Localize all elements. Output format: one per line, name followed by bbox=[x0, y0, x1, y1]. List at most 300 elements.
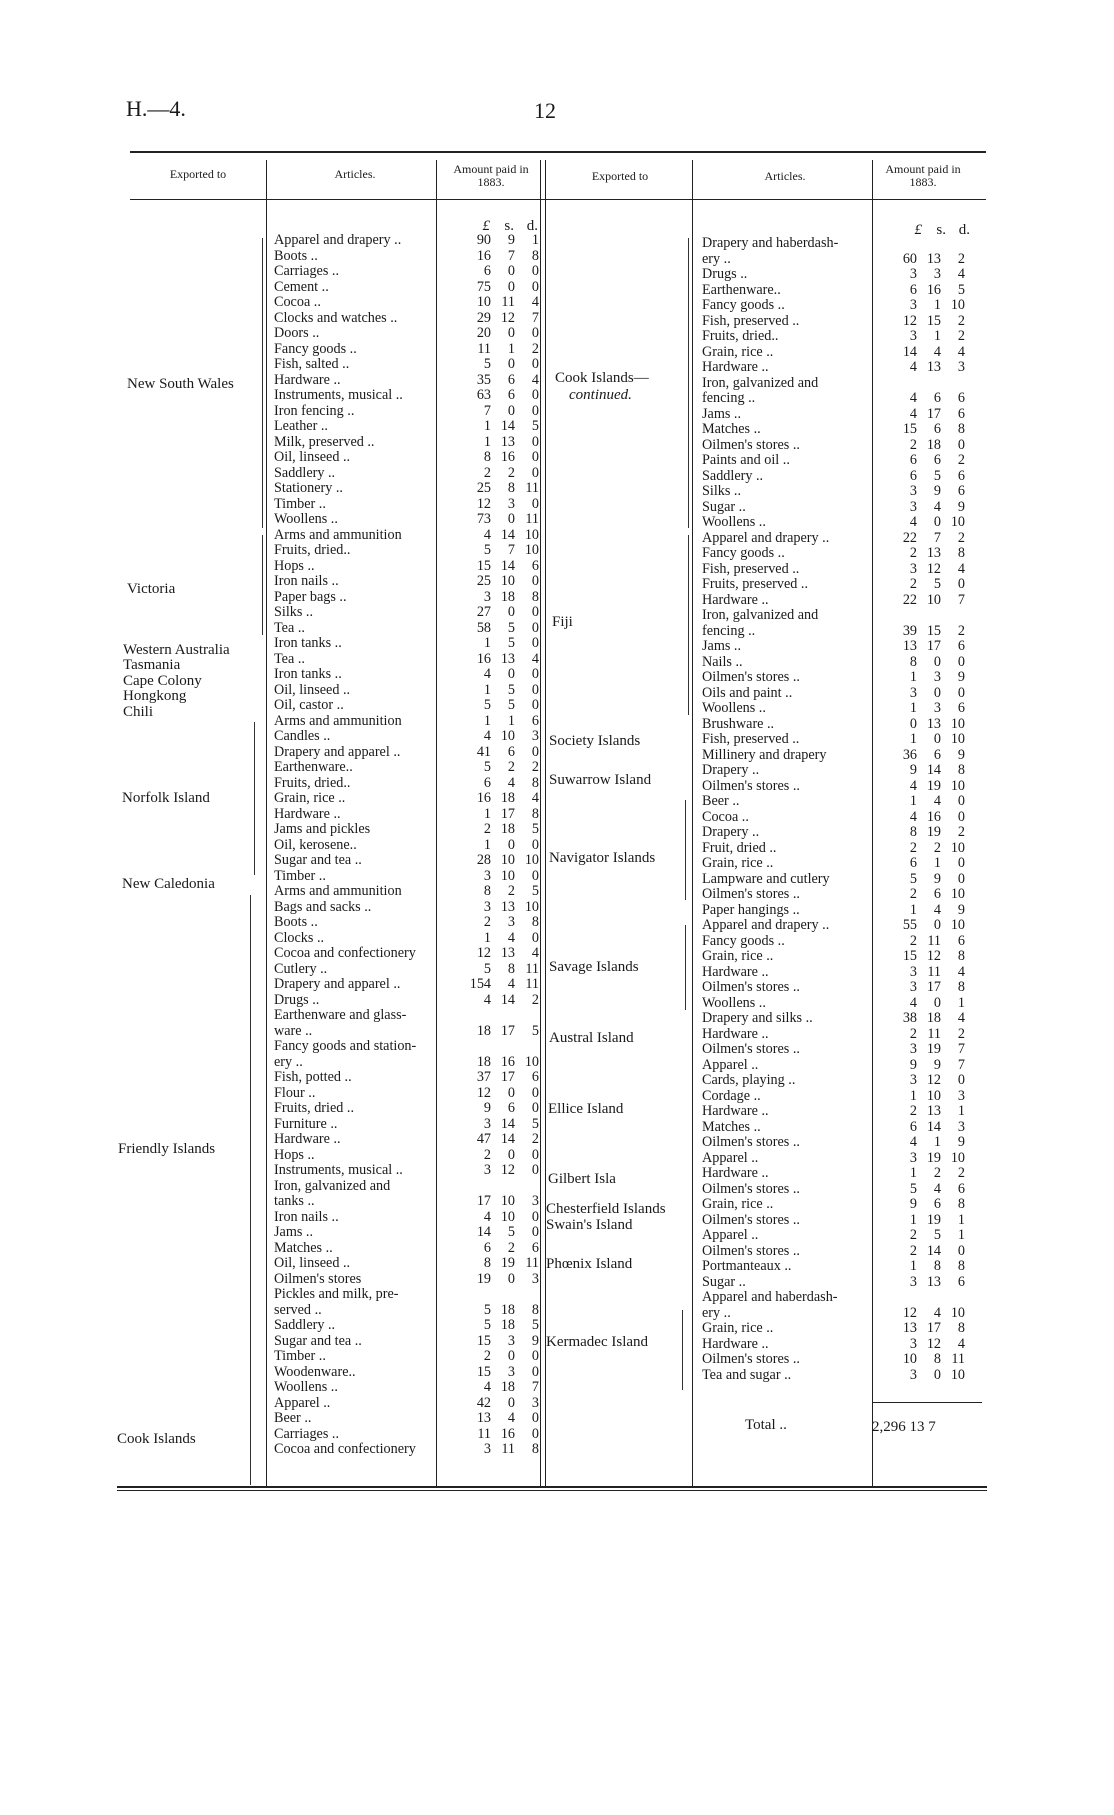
article-name: Carriages .. bbox=[274, 263, 340, 279]
group-chesterfield-islands: Chesterfield Islands bbox=[546, 1201, 666, 1217]
amount-pence: 6 bbox=[531, 712, 539, 729]
amount-shillings: 4 bbox=[507, 929, 515, 946]
article-name: Drugs .. bbox=[702, 266, 748, 282]
amount bbox=[887, 980, 965, 996]
table-row bbox=[702, 422, 982, 438]
amount bbox=[461, 1318, 539, 1334]
table-row bbox=[702, 1352, 982, 1368]
group-friendly-islands: Friendly Islands bbox=[118, 1141, 216, 1157]
amount-shillings: 0 bbox=[507, 604, 515, 620]
amount-shillings: 12 bbox=[926, 560, 941, 577]
table-row bbox=[702, 500, 982, 516]
amount-pence: 8 bbox=[957, 979, 965, 995]
article-name: Fruits, dried.. bbox=[702, 328, 779, 344]
amount-shillings: 18 bbox=[926, 436, 941, 453]
article-name: Hardware .. bbox=[702, 1335, 769, 1352]
amount-pounds: 5 bbox=[909, 870, 917, 887]
amount-pounds: 36 bbox=[902, 746, 917, 763]
amount bbox=[461, 264, 539, 280]
amount-pence: 4 bbox=[531, 371, 539, 388]
amount-pence: 5 bbox=[531, 1022, 539, 1039]
table-row bbox=[702, 670, 982, 686]
amount-pence: 2 bbox=[531, 759, 539, 775]
amount-pence: 10 bbox=[950, 1304, 965, 1321]
group-new-caledonia: New Caledonia bbox=[122, 876, 215, 892]
table-row bbox=[274, 1070, 544, 1086]
amount-shillings: 17 bbox=[926, 405, 941, 422]
table-row bbox=[274, 1163, 544, 1179]
article-name: Cement .. bbox=[274, 278, 329, 295]
amount-pounds: 16 bbox=[476, 650, 491, 667]
amount-pounds: 2 bbox=[483, 1348, 491, 1364]
amount bbox=[887, 856, 965, 872]
table-row bbox=[702, 1151, 982, 1167]
amount-pounds: 10 bbox=[902, 1351, 917, 1367]
article-name: Beer .. bbox=[702, 793, 740, 809]
amount-pounds: 4 bbox=[909, 777, 917, 794]
table-row bbox=[274, 962, 544, 978]
amount-pounds: 5 bbox=[483, 697, 491, 713]
amount-pounds: 22 bbox=[902, 529, 917, 546]
amount-shillings: 0 bbox=[507, 1084, 515, 1101]
amount-pence: 10 bbox=[950, 917, 965, 933]
amount-pounds: 2 bbox=[909, 886, 917, 902]
amount bbox=[461, 1101, 539, 1117]
amount-pence: 3 bbox=[531, 728, 539, 744]
table-row bbox=[702, 376, 982, 392]
amount-pounds: 5 bbox=[909, 1180, 917, 1197]
article-name: Sugar .. bbox=[702, 1273, 746, 1290]
article-name: Hardware .. bbox=[702, 1103, 769, 1119]
amount-pence: 11 bbox=[525, 1255, 539, 1271]
article-name: Matches .. bbox=[702, 421, 761, 437]
amount-pounds: 2 bbox=[483, 914, 491, 930]
amount-pence: 8 bbox=[957, 545, 965, 561]
article-name: Matches .. bbox=[702, 1118, 761, 1135]
amount-pounds: 5 bbox=[483, 759, 491, 775]
amount bbox=[887, 1352, 965, 1368]
table-row bbox=[274, 1055, 544, 1071]
table-row bbox=[702, 1166, 982, 1182]
article-name: Tea .. bbox=[274, 619, 305, 636]
table-row bbox=[702, 1306, 982, 1322]
article-name: Pickles and milk, pre- bbox=[274, 1286, 399, 1302]
amount-pence: 0 bbox=[531, 1100, 539, 1116]
amount-shillings: 19 bbox=[926, 824, 941, 840]
article-name: Iron, galvanized and bbox=[702, 607, 819, 623]
article-name: Apparel .. bbox=[702, 1227, 759, 1243]
amount-shillings: 5 bbox=[507, 1224, 515, 1240]
amount-shillings: 5 bbox=[507, 681, 515, 698]
table-row bbox=[274, 1117, 544, 1133]
amount-pounds: 25 bbox=[476, 480, 491, 496]
amount-pounds: 3 bbox=[483, 1162, 491, 1178]
amount-pounds: 3 bbox=[909, 297, 917, 313]
amount bbox=[887, 298, 965, 314]
amount-pounds: 3 bbox=[909, 498, 917, 515]
table-row bbox=[274, 481, 544, 497]
table-row bbox=[274, 745, 544, 761]
amount-pence: 0 bbox=[531, 635, 539, 651]
article-name: Silks .. bbox=[702, 483, 742, 499]
amount-shillings: 0 bbox=[933, 514, 941, 530]
amount-shillings: 6 bbox=[507, 387, 515, 403]
amount bbox=[461, 497, 539, 513]
table-row bbox=[702, 469, 982, 485]
amount-pence: 2 bbox=[957, 312, 965, 329]
table-row bbox=[274, 931, 544, 947]
amount-pence: 8 bbox=[531, 1441, 539, 1457]
article-name: Oils and paint .. bbox=[702, 684, 793, 701]
amount-pounds: 5 bbox=[483, 1317, 491, 1333]
amount-shillings: 16 bbox=[500, 1053, 515, 1070]
article-name: Saddlery .. bbox=[702, 467, 764, 484]
article-name: Clocks .. bbox=[274, 929, 325, 946]
amount-pence: 6 bbox=[957, 932, 965, 949]
table-row bbox=[702, 639, 982, 655]
amount-pounds: 4 bbox=[483, 666, 491, 682]
amount-shillings: 1 bbox=[507, 340, 515, 357]
table-row bbox=[274, 698, 544, 714]
amount-pence: 6 bbox=[531, 557, 539, 574]
amount bbox=[887, 1135, 965, 1151]
article-name: Timber .. bbox=[274, 867, 326, 884]
amount-pence: 6 bbox=[531, 1239, 539, 1256]
amount-shillings: 12 bbox=[500, 1162, 515, 1178]
table-row bbox=[702, 546, 982, 562]
amount-pence: 9 bbox=[957, 669, 965, 685]
amount-pence: 0 bbox=[531, 1162, 539, 1178]
table-row bbox=[702, 856, 982, 872]
article-name: Cocoa .. bbox=[702, 808, 749, 825]
amount-pence: 0 bbox=[531, 449, 539, 465]
table-row bbox=[702, 1275, 982, 1291]
article-name: Oilmen's stores .. bbox=[702, 1134, 800, 1150]
amount-shillings: 5 bbox=[933, 576, 941, 592]
amount-pounds: 5 bbox=[483, 356, 491, 372]
amount-pence: 0 bbox=[531, 402, 539, 419]
amount-pounds: 3 bbox=[909, 1273, 917, 1290]
amount-pounds: 1 bbox=[909, 1258, 917, 1274]
group-western-australia: Western Australia bbox=[123, 642, 230, 658]
amount-pence: 3 bbox=[531, 1270, 539, 1287]
article-name: Arms and ammunition bbox=[274, 526, 402, 543]
group-society-islands: Society Islands bbox=[549, 733, 641, 749]
amount-pence: 4 bbox=[957, 560, 965, 577]
amount bbox=[887, 252, 965, 268]
amount-shillings: 18 bbox=[500, 588, 515, 605]
amount-pence: 10 bbox=[524, 852, 539, 868]
amount bbox=[887, 531, 965, 547]
table-row bbox=[274, 652, 544, 668]
article-name: Drapery and apparel .. bbox=[274, 976, 401, 992]
amount-pence: 0 bbox=[957, 684, 965, 701]
table-row bbox=[274, 559, 544, 575]
amount bbox=[887, 593, 965, 609]
amount-pence: 4 bbox=[957, 963, 965, 980]
article-name: Grain, rice .. bbox=[702, 855, 774, 871]
amount bbox=[887, 903, 965, 919]
amount-pence: 4 bbox=[957, 343, 965, 360]
table-row bbox=[274, 900, 544, 916]
table-row bbox=[702, 624, 982, 640]
table-row bbox=[274, 1194, 544, 1210]
article-name: Drugs .. bbox=[274, 991, 320, 1008]
amount-pence: 7 bbox=[957, 591, 965, 608]
amount-pence: 1 bbox=[957, 1227, 965, 1243]
amount bbox=[887, 1104, 965, 1120]
amount-shillings: 3 bbox=[507, 914, 515, 930]
table-row bbox=[274, 543, 544, 559]
amount bbox=[461, 249, 539, 265]
amount bbox=[887, 453, 965, 469]
amount-pounds: 4 bbox=[909, 390, 917, 406]
table-row bbox=[274, 776, 544, 792]
amount-pounds: 1 bbox=[909, 901, 917, 918]
amount-pounds: 18 bbox=[476, 1053, 491, 1070]
amount-pounds: 8 bbox=[909, 824, 917, 840]
table-row bbox=[702, 949, 982, 965]
article-name: Fancy goods .. bbox=[702, 932, 785, 949]
article-name: Cocoa .. bbox=[274, 294, 321, 310]
amount bbox=[887, 1089, 965, 1105]
amount-pounds: 1 bbox=[483, 433, 491, 450]
amount bbox=[461, 791, 539, 807]
amount-pounds: 16 bbox=[476, 247, 491, 264]
amount bbox=[887, 345, 965, 361]
amount bbox=[887, 655, 965, 671]
amount-shillings: 4 bbox=[933, 1180, 941, 1197]
table-row bbox=[274, 1101, 544, 1117]
article-name: Hardware .. bbox=[274, 371, 341, 388]
amount-pounds: 12 bbox=[476, 1084, 491, 1101]
article-name: fencing .. bbox=[702, 622, 756, 639]
amount-pounds: 1 bbox=[483, 418, 491, 434]
amount-pounds: 4 bbox=[483, 1208, 491, 1225]
article-name: Carriages .. bbox=[274, 1425, 340, 1442]
table-row bbox=[702, 1244, 982, 1260]
amount-pounds: 4 bbox=[483, 1379, 491, 1395]
group-norfolk-island: Norfolk Island bbox=[122, 790, 210, 806]
amount-pence: 11 bbox=[951, 1351, 965, 1367]
table-row bbox=[702, 484, 982, 500]
amount bbox=[887, 841, 965, 857]
amount-shillings: 0 bbox=[507, 1394, 515, 1411]
table-row bbox=[702, 1321, 982, 1337]
amount-pounds: 154 bbox=[469, 976, 491, 992]
amount-pounds: 2 bbox=[909, 1103, 917, 1119]
amount bbox=[887, 717, 965, 733]
table-row bbox=[274, 1132, 544, 1148]
article-name: Grain, rice .. bbox=[702, 343, 774, 360]
amount bbox=[887, 1166, 965, 1182]
table-row bbox=[274, 1365, 544, 1381]
col-amount-paid: Amount paid in 1883. bbox=[453, 162, 529, 189]
amount-shillings: 3 bbox=[933, 266, 941, 282]
article-name: Silks .. bbox=[274, 604, 314, 620]
amount bbox=[461, 884, 539, 900]
amount-pence: 8 bbox=[957, 948, 965, 964]
amount-shillings: 0 bbox=[507, 1146, 515, 1163]
amount-pounds: 90 bbox=[476, 232, 491, 248]
amount bbox=[461, 419, 539, 435]
col-sep bbox=[266, 160, 267, 1486]
group-fiji: Fiji bbox=[552, 614, 573, 630]
amount bbox=[461, 528, 539, 544]
amount-pounds: 4 bbox=[483, 526, 491, 543]
article-name: Tea .. bbox=[274, 650, 305, 667]
amount-pence: 8 bbox=[531, 914, 539, 930]
amount-pounds: 6 bbox=[483, 774, 491, 791]
article-name: Woollens .. bbox=[702, 700, 766, 716]
table-row bbox=[274, 574, 544, 590]
amount-shillings: 4 bbox=[507, 976, 515, 992]
amount-pounds: 42 bbox=[476, 1394, 491, 1411]
amount-pence: 0 bbox=[957, 793, 965, 809]
article-name: Apparel .. bbox=[702, 1149, 759, 1166]
amount-pence: 7 bbox=[957, 1041, 965, 1057]
amount-pounds: 15 bbox=[476, 557, 491, 574]
amount-pence: 1 bbox=[957, 1103, 965, 1119]
amount-pounds: 3 bbox=[909, 979, 917, 995]
article-name: Oilmen's stores .. bbox=[702, 979, 800, 995]
amount-shillings: 0 bbox=[507, 1270, 515, 1287]
amount bbox=[461, 605, 539, 621]
article-name: Earthenware.. bbox=[702, 281, 781, 298]
amount-pence: 5 bbox=[531, 821, 539, 837]
amount-pounds: 3 bbox=[909, 963, 917, 980]
brace bbox=[688, 238, 689, 528]
table-row bbox=[702, 236, 982, 252]
amount-pence: 4 bbox=[531, 650, 539, 667]
amount bbox=[461, 1132, 539, 1148]
article-name: Timber .. bbox=[274, 1348, 326, 1364]
pound-symbol: £ bbox=[482, 218, 490, 234]
article-name: Paper hangings .. bbox=[702, 901, 800, 918]
article-name: Fruits, preserved .. bbox=[702, 576, 808, 592]
amount bbox=[461, 636, 539, 652]
amount-pence: 2 bbox=[957, 1165, 965, 1181]
brace bbox=[685, 800, 686, 900]
amount-pounds: 3 bbox=[909, 1149, 917, 1166]
amount bbox=[887, 314, 965, 330]
article-name: fencing .. bbox=[702, 390, 756, 406]
article-name: ery .. bbox=[702, 250, 731, 267]
article-name: Fish, preserved .. bbox=[702, 312, 800, 329]
amount-pence: 8 bbox=[957, 1196, 965, 1212]
table-row bbox=[702, 1228, 982, 1244]
amount bbox=[461, 1241, 539, 1257]
amount bbox=[461, 714, 539, 730]
amount bbox=[887, 949, 965, 965]
amount-pounds: 1 bbox=[483, 681, 491, 698]
amount-shillings: 5 bbox=[933, 467, 941, 484]
amount-shillings: 8 bbox=[507, 480, 515, 496]
group-navigator-islands: Navigator Islands bbox=[549, 850, 656, 866]
amount-pence: 10 bbox=[524, 1053, 539, 1070]
article-name: Oilmen's stores .. bbox=[702, 1351, 800, 1367]
amount bbox=[887, 438, 965, 454]
amount bbox=[887, 996, 965, 1012]
amount-pounds: 58 bbox=[476, 619, 491, 636]
amount bbox=[887, 934, 965, 950]
amount bbox=[461, 404, 539, 420]
amount-shillings: 2 bbox=[507, 1239, 515, 1256]
group-hongkong: Hongkong bbox=[123, 688, 187, 704]
amount-shillings: 7 bbox=[507, 247, 515, 264]
table-row bbox=[274, 1396, 544, 1412]
table-top-rule bbox=[130, 151, 986, 153]
amount-shillings: 4 bbox=[933, 1304, 941, 1321]
article-name: Oilmen's stores bbox=[274, 1270, 362, 1287]
amount-shillings: 15 bbox=[926, 312, 941, 329]
article-name: Tea and sugar .. bbox=[702, 1366, 792, 1383]
amount bbox=[461, 683, 539, 699]
table-row bbox=[702, 1259, 982, 1275]
amount-pence: 0 bbox=[531, 464, 539, 481]
amount-pounds: 2 bbox=[909, 1227, 917, 1243]
article-name: Hardware .. bbox=[702, 963, 769, 980]
table-row bbox=[274, 528, 544, 544]
table-row bbox=[274, 946, 544, 962]
amount-pence: 9 bbox=[957, 746, 965, 763]
article-name: Oil, linseed .. bbox=[274, 449, 351, 465]
article-name: Iron, galvanized and bbox=[702, 374, 819, 391]
article-name: Cocoa and confectionery bbox=[274, 1441, 416, 1457]
amount-pence: 0 bbox=[531, 666, 539, 682]
amount-pence: 1 bbox=[531, 232, 539, 248]
brace bbox=[250, 1410, 251, 1485]
amount-shillings: 12 bbox=[926, 948, 941, 964]
amount-shillings: 3 bbox=[507, 495, 515, 512]
amount-pounds: 9 bbox=[483, 1100, 491, 1116]
amount-pounds: 3 bbox=[483, 1441, 491, 1457]
article-name: Paper bags .. bbox=[274, 588, 347, 605]
amount bbox=[887, 283, 965, 299]
amount-pounds: 3 bbox=[909, 1041, 917, 1057]
amount-pence: 6 bbox=[957, 700, 965, 716]
amount-pounds: 4 bbox=[909, 514, 917, 530]
amount-pounds: 3 bbox=[909, 266, 917, 282]
amount bbox=[461, 1380, 539, 1396]
table-row bbox=[274, 1318, 544, 1334]
article-name: Oil, castor .. bbox=[274, 697, 344, 713]
amount-pence: 5 bbox=[531, 1317, 539, 1333]
amount-pounds: 7 bbox=[483, 402, 491, 419]
table-row bbox=[274, 1411, 544, 1427]
table-row bbox=[274, 1334, 544, 1350]
amount bbox=[461, 1256, 539, 1272]
brace bbox=[254, 722, 255, 875]
amount-shillings: 9 bbox=[507, 232, 515, 248]
amount-pence: 10 bbox=[524, 898, 539, 915]
article-name: Hops .. bbox=[274, 557, 315, 574]
amount-pence: 1 bbox=[957, 1211, 965, 1228]
table-row bbox=[702, 903, 982, 919]
article-name: Jams and pickles bbox=[274, 821, 371, 837]
amount-pence: 2 bbox=[957, 250, 965, 267]
amount-pounds: 6 bbox=[909, 452, 917, 468]
amount-pounds: 4 bbox=[909, 359, 917, 375]
amount-pence: 0 bbox=[531, 929, 539, 946]
table-row bbox=[702, 918, 982, 934]
amount-pence: 8 bbox=[957, 1320, 965, 1336]
amount-pence: 0 bbox=[531, 697, 539, 713]
amount-pounds: 1 bbox=[909, 731, 917, 747]
article-name: served .. bbox=[274, 1301, 322, 1318]
amount-pounds: 3 bbox=[909, 483, 917, 499]
amount bbox=[887, 918, 965, 934]
